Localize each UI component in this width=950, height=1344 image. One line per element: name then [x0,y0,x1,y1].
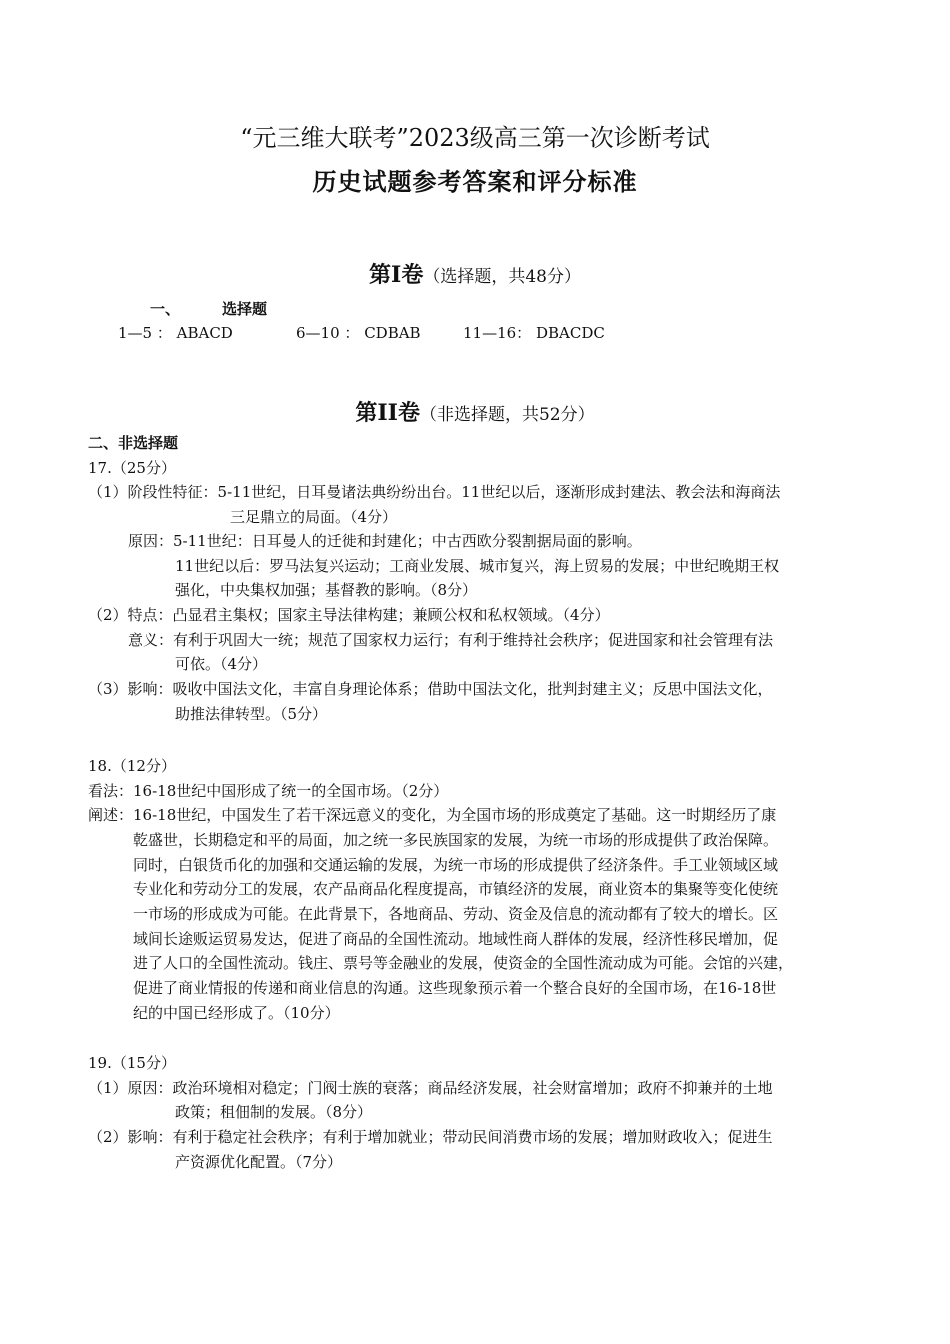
q17-line: 原因：5-11世纪：日耳曼人的迁徙和封建化；中古西欧分裂割据局面的影响。 [128,532,642,550]
part1-heading-title: 第I卷 [369,262,424,288]
q17-line: （2）特点：凸显君主集权；国家主导法律构建；兼顾公权和私权领域。（4分） [88,606,610,624]
answer-keys: ABACD [176,324,233,342]
part2-heading-title: 第II卷 [355,400,420,426]
q19-line: （2）影响：有利于稳定社会秩序；有利于增加就业；带动民间消费市场的发展；增加财政收入；促进生 [88,1128,773,1146]
answer-group [463,322,605,343]
q19-line: （1）原因：政治环境相对稳定；门阀士族的衰落；商品经济发展，社会财富增加；政府不抑兼并的土地 [88,1079,773,1097]
part1-section-number: 一、 [150,300,181,318]
q17-line: 强化，中央集权加强；基督教的影响。（8分） [175,581,478,599]
part2-section-label: 二、非选择题 [88,434,179,452]
part1-section-label: 选择题 [222,300,268,318]
q17-line: （1）阶段性特征：5-11世纪，日耳曼诸法典纷纷出台。11世纪以后，逐渐形成封建法、教会法和海商法 [88,483,781,501]
q18-explain-line: 一市场的形成成为可能。在此背景下，各地商品、劳动、资金及信息的流动都有了较大的增长。区 [133,905,779,923]
q18-explain-line: 域间长途贩运贸易发达，促进了商品的全国性流动。地域性商人群体的发展，经济性移民增加，促 [133,930,779,948]
q18-view: 看法：16-18世纪中国形成了统一的全国市场。（2分） [88,782,449,800]
answer-range: 1—5 ： [118,324,172,342]
q18-explain-line: 纪的中国已经形成了。（10分） [133,1004,340,1022]
q17-line: （3）影响：吸收中国法文化，丰富自身理论体系；借助中国法文化，批判封建主义；反思中国法文化， [88,680,773,698]
q19-label: 19.（15分） [88,1054,176,1072]
answer-keys: CDBAB [364,324,421,342]
q18-explain-line: 促进了商业情报的传递和商业信息的沟通。这些现象预示着一个整合良好的全国市场，在16-18世 [133,979,777,997]
q18-explain-line: 进了人口的全国性流动。钱庄、票号等金融业的发展，使资金的全国性流动成为可能。会馆的兴建， [133,954,794,972]
q17-line: 助推法律转型。（5分） [175,705,328,723]
document-subtitle: 历史试题参考答案和评分标准 [312,167,638,196]
answer-range: 6—10 ： [296,324,360,342]
q17-line: 可依。（4分） [175,655,268,673]
answer-keys: DBACDC [535,324,605,342]
q17-line: 三足鼎立的局面。（4分） [230,508,398,526]
q17-label: 17.（25分） [88,459,176,477]
q17-line: 11世纪以后：罗马法复兴运动；工商业发展、城市复兴，海上贸易的发展；中世纪晚期王权 [175,557,780,575]
part1-heading-note: （选择题，共48分） [423,267,581,287]
part1-heading [0,258,950,289]
q18-explain-line: 专业化和劳动分工的发展，农产品商品化程度提高，市镇经济的发展，商业资本的集聚等变化使统 [133,880,779,898]
q19-line: 产资源优化配置。（7分） [175,1153,343,1171]
q18-explain-line: 16-18世纪，中国发生了若干深远意义的变化，为全国市场的形成奠定了基础。这一时期经历了康 [133,806,777,824]
q18-explain-label: 阐述： [88,806,134,824]
q19-line: 政策；租佃制的发展。（8分） [175,1103,373,1121]
part2-heading-note: （非选择题，共52分） [419,405,595,425]
q18-explain-line: 乾盛世，长期稳定和平的局面，加之统一多民族国家的发展，为统一市场的形成提供了政治保障。 [133,831,779,849]
q17-line: 意义：有利于巩固大一统；规范了国家权力运行；有利于维持社会秩序；促进国家和社会管理有法 [128,631,774,649]
answer-group [118,322,233,343]
q18-label: 18.（12分） [88,757,176,775]
document-title: “元三维大联考”2023级高三第一次诊断考试 [240,124,710,152]
part2-heading [0,396,950,427]
q18-explain-line: 同时，白银货币化的加强和交通运输的发展，为统一市场的形成提供了经济条件。手工业领域区域 [133,856,779,874]
answer-range: 11—16： [463,324,532,342]
answer-group [296,322,421,343]
